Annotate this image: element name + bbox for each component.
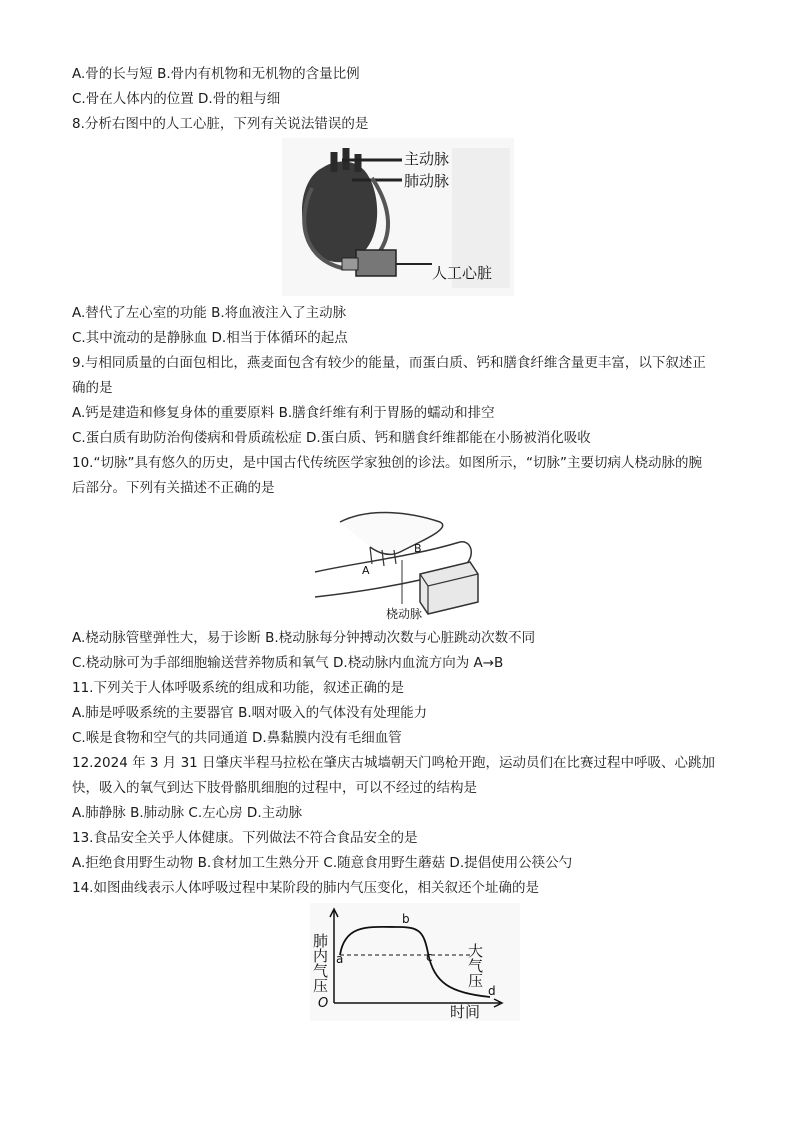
option-line: C.骨在人体内的位置 D.骨的粗与细	[72, 91, 281, 107]
option-line: A.替代了左心室的功能 B.将血液注入了主动脉	[72, 305, 347, 321]
question-10-cont: 后部分。下列有关描述不正确的是	[72, 480, 275, 496]
option-line: A.拒绝食用野生动物 B.食材加工生熟分开 C.随意食用野生蘑菇 D.提倡使用公筷公勺	[72, 855, 573, 871]
question-9: 9.与相同质量的白面包相比，燕麦面包含有较少的能量，而蛋白质、钙和膳食纤维含量更丰富，以下叙述正	[72, 355, 706, 371]
point-a: a	[336, 952, 344, 966]
label-b: B	[414, 542, 422, 555]
question-9-cont: 确的是	[72, 380, 113, 396]
option-line: A.钙是建造和修复身体的重要原料 B.膳食纤维有利于胃肠的蠕动和排空	[72, 405, 495, 421]
point-c: c	[426, 950, 433, 964]
point-b: b	[402, 912, 410, 926]
option-line: A.桡动脉管壁弹性大，易于诊断 B.桡动脉每分钟搏动次数与心脏跳动次数不同	[72, 630, 536, 646]
option-line: C.蛋白质有助防治佝偻病和骨质疏松症 D.蛋白质、钙和膳食纤维都能在小肠被消化吸收	[72, 430, 591, 446]
option-line: A.肺是呼吸系统的主要器官 B.咽对吸入的气体没有处理能力	[72, 705, 428, 721]
label-radial-artery: 桡动脉	[386, 607, 423, 621]
question-13: 13.食品安全关乎人体健康。下列做法不符合食品安全的是	[72, 830, 418, 846]
label-pulmonary-artery: 肺动脉	[404, 172, 450, 190]
question-10: 10.“切脉”具有悠久的历史，是中国古代传统医学家独创的诊法。如图所示，“切脉”主要切病人桡动脉的腕	[72, 455, 702, 471]
question-8: 8.分析右图中的人工心脏，下列有关说法错误的是	[72, 116, 369, 132]
option-line: C.桡动脉可为手部细胞输送营养物质和氧气 D.桡动脉内血流方向为 A→B	[72, 655, 504, 671]
y-axis-label: 肺内气压	[311, 933, 329, 993]
question-12: 12.2024 年 3 月 31 日肇庆半程马拉松在肇庆古城墙朝天门鸣枪开跑，运动员们在比赛过程中呼吸、心跳加	[72, 755, 716, 771]
option-line: A.骨的长与短 B.骨内有机物和无机物的含量比例	[72, 66, 360, 82]
question-14: 14.如图曲线表示人体呼吸过程中某阶段的肺内气压变化，相关叙还个址确的是	[72, 880, 539, 896]
atmospheric-pressure-label: 大气压	[466, 943, 484, 988]
origin-label: O	[318, 996, 329, 1011]
pulse-figure	[310, 502, 480, 622]
point-d: d	[488, 984, 496, 998]
label-artificial-heart: 人工心脏	[432, 264, 493, 282]
lung-pressure-figure	[310, 903, 520, 1021]
option-line: C.其中流动的是静脉血 D.相当于体循环的起点	[72, 330, 348, 346]
option-line: C.喉是食物和空气的共同通道 D.鼻黏膜内没有毛细血管	[72, 730, 402, 746]
label-a: A	[362, 564, 370, 577]
question-11: 11.下列关于人体呼吸系统的组成和功能，叙述正确的是	[72, 680, 404, 696]
question-12-cont: 快，吸入的氧气到达下肢骨骼肌细胞的过程中，可以不经过的结构是	[72, 780, 477, 796]
artificial-heart-figure	[282, 138, 514, 296]
option-line: A.肺静脉 B.肺动脉 C.左心房 D.主动脉	[72, 805, 303, 821]
x-axis-label: 时间	[450, 1003, 481, 1021]
label-aorta: 主动脉	[404, 150, 450, 168]
